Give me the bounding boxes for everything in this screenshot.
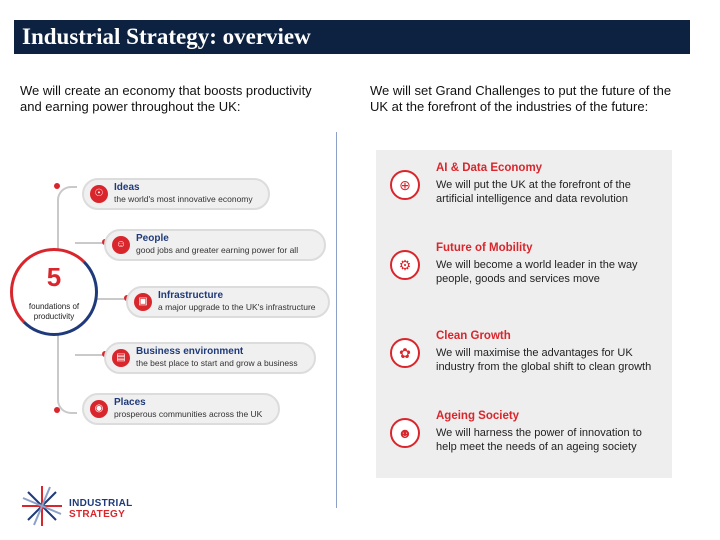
lightbulb-icon: ☉ [90, 185, 108, 203]
challenge-ai-data [376, 162, 672, 232]
challenge-title: Clean Growth [436, 330, 511, 342]
grand-challenges-panel [376, 150, 672, 478]
logo-text-industrial: INDUSTRIAL [69, 498, 133, 509]
connector-dot [54, 183, 60, 189]
foundation-title: Ideas [114, 182, 140, 193]
challenge-desc: We will put the UK at the forefront of the artificial intelligence and data revolution [436, 179, 631, 205]
challenge-title: AI & Data Economy [436, 162, 543, 174]
right-intro: We will set Grand Challenges to put the future of the UK at the forefront of the industries of the future: [370, 83, 672, 114]
plant-icon: ✿ [390, 338, 420, 368]
challenge-mobility [376, 242, 672, 312]
challenge-desc: We will harness the power of innovation to help meet the needs of an ageing society [436, 427, 642, 453]
location-pin-icon: ◉ [90, 400, 108, 418]
challenge-clean-growth [376, 330, 672, 400]
industrial-strategy-logo-icon [20, 484, 64, 528]
ai-data-icon: ⊕ [390, 170, 420, 200]
column-divider [336, 132, 337, 508]
foundations-label: foundations of productivity [28, 302, 80, 321]
foundation-title: Places [114, 397, 146, 408]
foundation-title: People [136, 233, 169, 244]
challenge-desc: We will become a world leader in the way people, goods and services move [436, 259, 638, 285]
people-group-icon: ☻ [390, 418, 420, 448]
foundation-desc: a major upgrade to the UK's infrastructure [158, 302, 316, 312]
foundation-desc: good jobs and greater earning power for all [136, 245, 299, 255]
foundation-title: Business environment [136, 346, 244, 357]
foundation-desc: the world's most innovative economy [114, 194, 253, 204]
foundation-desc: prosperous communities across the UK [114, 409, 263, 419]
foundation-ideas [82, 178, 270, 210]
foundation-infrastructure [126, 286, 330, 318]
bridge-icon: ▣ [134, 293, 152, 311]
foundations-number: 5 [46, 262, 62, 292]
connector-dot [54, 407, 60, 413]
challenge-title: Future of Mobility [436, 242, 533, 254]
challenge-desc: We will maximise the advantages for UK industry from the global shift to clean growth [436, 347, 652, 373]
challenge-title: Ageing Society [436, 410, 520, 422]
challenge-ageing-society [376, 410, 672, 480]
title-bar [14, 20, 690, 54]
left-intro: We will create an economy that boosts productivity and earning power throughout the UK: [20, 83, 312, 114]
foundation-places [82, 393, 280, 425]
bar-chart-icon: ▤ [112, 349, 130, 367]
foundation-people [104, 229, 326, 261]
foundation-business-environment [104, 342, 316, 374]
logo-text-strategy: STRATEGY [69, 509, 126, 520]
page-title: Industrial Strategy: overview [22, 24, 311, 49]
foundation-desc: the best place to start and grow a business [136, 358, 298, 368]
people-icon: ☺ [112, 236, 130, 254]
foundation-title: Infrastructure [158, 290, 224, 301]
mobility-icon: ⚙ [390, 250, 420, 280]
